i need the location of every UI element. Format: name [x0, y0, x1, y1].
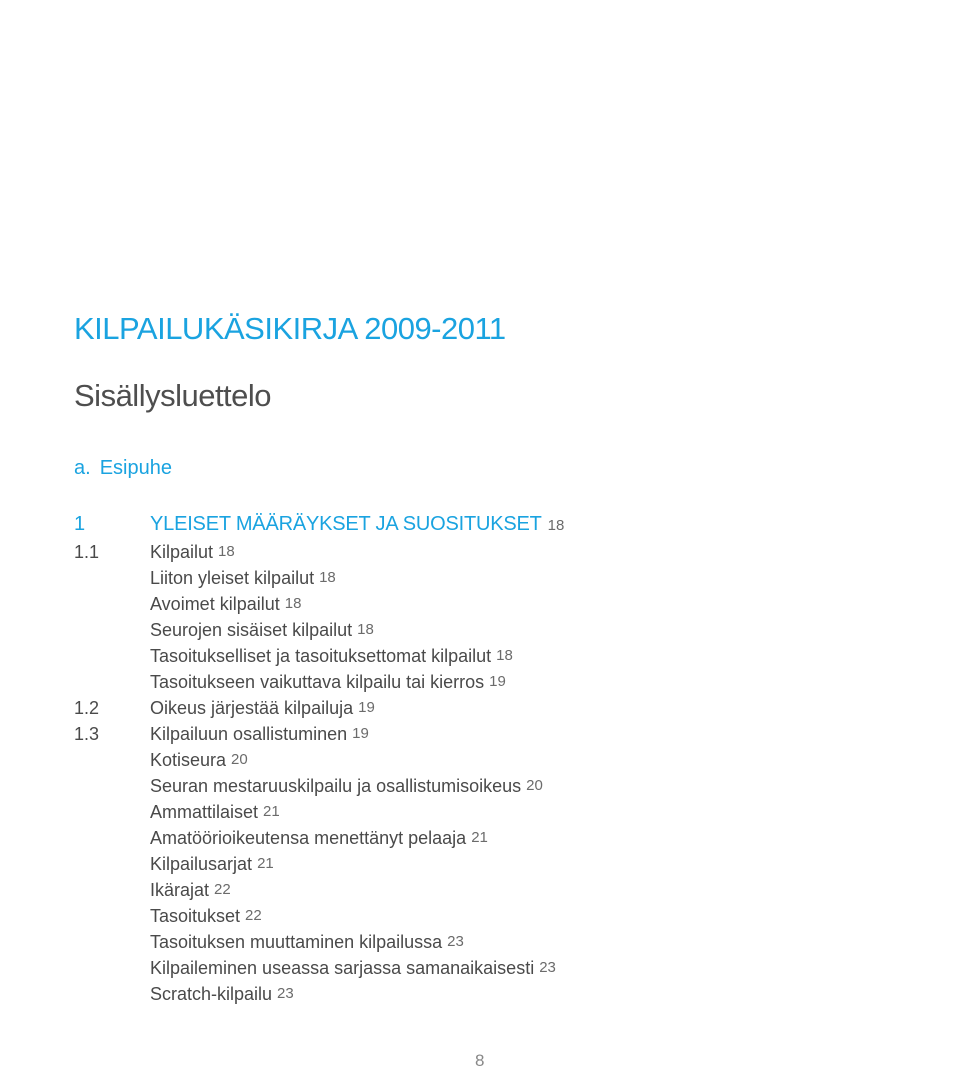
toc-entry-title: Avoimet kilpailut — [150, 594, 280, 614]
toc-entry-title: Tasoitukset — [150, 906, 241, 926]
toc-entry[interactable] — [74, 773, 934, 799]
toc-entry-title: Kilpailusarjat — [150, 854, 253, 874]
toc-entry-page-ref: 21 — [257, 855, 274, 872]
toc-entry-title: Kilpailut — [150, 542, 214, 562]
toc-entry-page-ref: 20 — [231, 751, 248, 768]
toc-entry-number — [74, 773, 150, 799]
toc-entry-title: Seurojen sisäiset kilpailut — [150, 620, 353, 640]
toc-entry[interactable] — [74, 903, 934, 929]
toc-entry-title: Liiton yleiset kilpailut — [150, 568, 315, 588]
toc-entry-page-ref: 23 — [447, 933, 464, 950]
toc-entry-number: 1.1 — [74, 542, 100, 562]
toc-entry[interactable] — [74, 825, 934, 851]
toc-entry-page-ref: 19 — [358, 699, 375, 716]
toc-heading: Sisällysluettelo — [74, 378, 272, 413]
toc-entry[interactable] — [74, 695, 934, 721]
preface-label: Esipuhe — [99, 457, 172, 479]
toc-entry[interactable] — [74, 565, 934, 591]
toc-entry-title: Seuran mestaruuskilpailu ja osallistumisoikeus — [150, 776, 522, 796]
toc-entry[interactable] — [74, 799, 934, 825]
toc-entry[interactable] — [74, 539, 934, 565]
toc-entry-page-ref: 22 — [245, 907, 262, 924]
toc-entry[interactable] — [74, 617, 934, 643]
toc-entry-title: Oikeus järjestää kilpailuja — [150, 698, 354, 718]
toc-entry-page-ref: 18 — [357, 621, 374, 638]
toc-entry[interactable] — [74, 591, 934, 617]
toc-entry[interactable] — [74, 851, 934, 877]
toc-entry-title: Scratch-kilpailu — [150, 984, 273, 1004]
chapter-label: YLEISET MÄÄRÄYKSET JA SUOSITUKSET — [150, 513, 542, 535]
toc-preface-entry[interactable] — [74, 456, 172, 480]
toc-entry-number — [74, 903, 150, 929]
toc-entry[interactable] — [74, 955, 934, 981]
toc-entry-number — [74, 747, 150, 773]
toc-entry-page-ref: 23 — [539, 959, 556, 976]
document-title: KILPAILUKÄSIKIRJA 2009-2011 — [74, 311, 506, 346]
preface-marker: a. — [74, 457, 91, 479]
toc-entry-page-ref: 18 — [218, 543, 235, 560]
toc-entry-page-ref: 18 — [319, 569, 336, 586]
toc-entry-number — [74, 669, 150, 695]
toc-entry-page-ref: 21 — [471, 829, 488, 846]
toc-entry[interactable] — [74, 669, 934, 695]
toc-entry-page-ref: 18 — [284, 595, 302, 612]
chapter-page-ref: 18 — [547, 517, 565, 534]
toc-entry-number — [74, 877, 150, 903]
toc-entry-number — [74, 617, 150, 643]
toc-entry-page-ref: 21 — [263, 803, 280, 820]
chapter-number: 1 — [74, 513, 85, 535]
toc-entry-title: Kilpailuun osallistuminen — [150, 724, 348, 744]
toc-entry-number — [74, 955, 150, 981]
toc-entry-page-ref: 23 — [277, 985, 294, 1002]
toc-entry-number — [74, 643, 150, 669]
toc-entry-title: Kotiseura — [150, 750, 227, 770]
toc-entry-page-ref: 19 — [489, 673, 506, 690]
toc-entry[interactable] — [74, 877, 934, 903]
toc-entry-title: Tasoitukselliset ja tasoituksettomat kilpailut — [150, 646, 492, 666]
toc-entry[interactable] — [74, 929, 934, 955]
page-number: 8 — [475, 1051, 485, 1070]
toc-entry-title: Tasoituksen muuttaminen kilpailussa — [150, 932, 443, 952]
toc-entry-number — [74, 825, 150, 851]
toc-entry-page-ref: 19 — [352, 725, 369, 742]
toc-entry-number — [74, 981, 150, 1007]
toc-entry-number: 1.3 — [74, 724, 100, 744]
toc-entry-title: Ammattilaiset — [150, 802, 259, 822]
toc-list — [74, 539, 934, 1007]
toc-entry-page-ref: 22 — [214, 881, 231, 898]
toc-entry[interactable] — [74, 981, 934, 1007]
toc-entry-title: Amatöörioikeutensa menettänyt pelaaja — [150, 828, 467, 848]
toc-entry-title: Ikärajat — [150, 880, 210, 900]
toc-entry-number — [74, 799, 150, 825]
toc-entry-page-ref: 20 — [526, 777, 543, 794]
toc-entry-number — [74, 565, 150, 591]
toc-chapter-entry[interactable] — [74, 512, 564, 536]
toc-entry-number — [74, 591, 150, 617]
toc-entry[interactable] — [74, 747, 934, 773]
toc-entry-number: 1.2 — [74, 698, 100, 718]
toc-entry-number — [74, 851, 150, 877]
toc-entry[interactable] — [74, 721, 934, 747]
toc-entry[interactable] — [74, 643, 934, 669]
toc-entry-number — [74, 929, 150, 955]
toc-entry-title: Tasoitukseen vaikuttava kilpailu tai kierros — [150, 672, 485, 692]
toc-entry-title: Kilpaileminen useassa sarjassa samanaikaisesti — [150, 958, 535, 978]
toc-entry-page-ref: 18 — [496, 647, 513, 664]
